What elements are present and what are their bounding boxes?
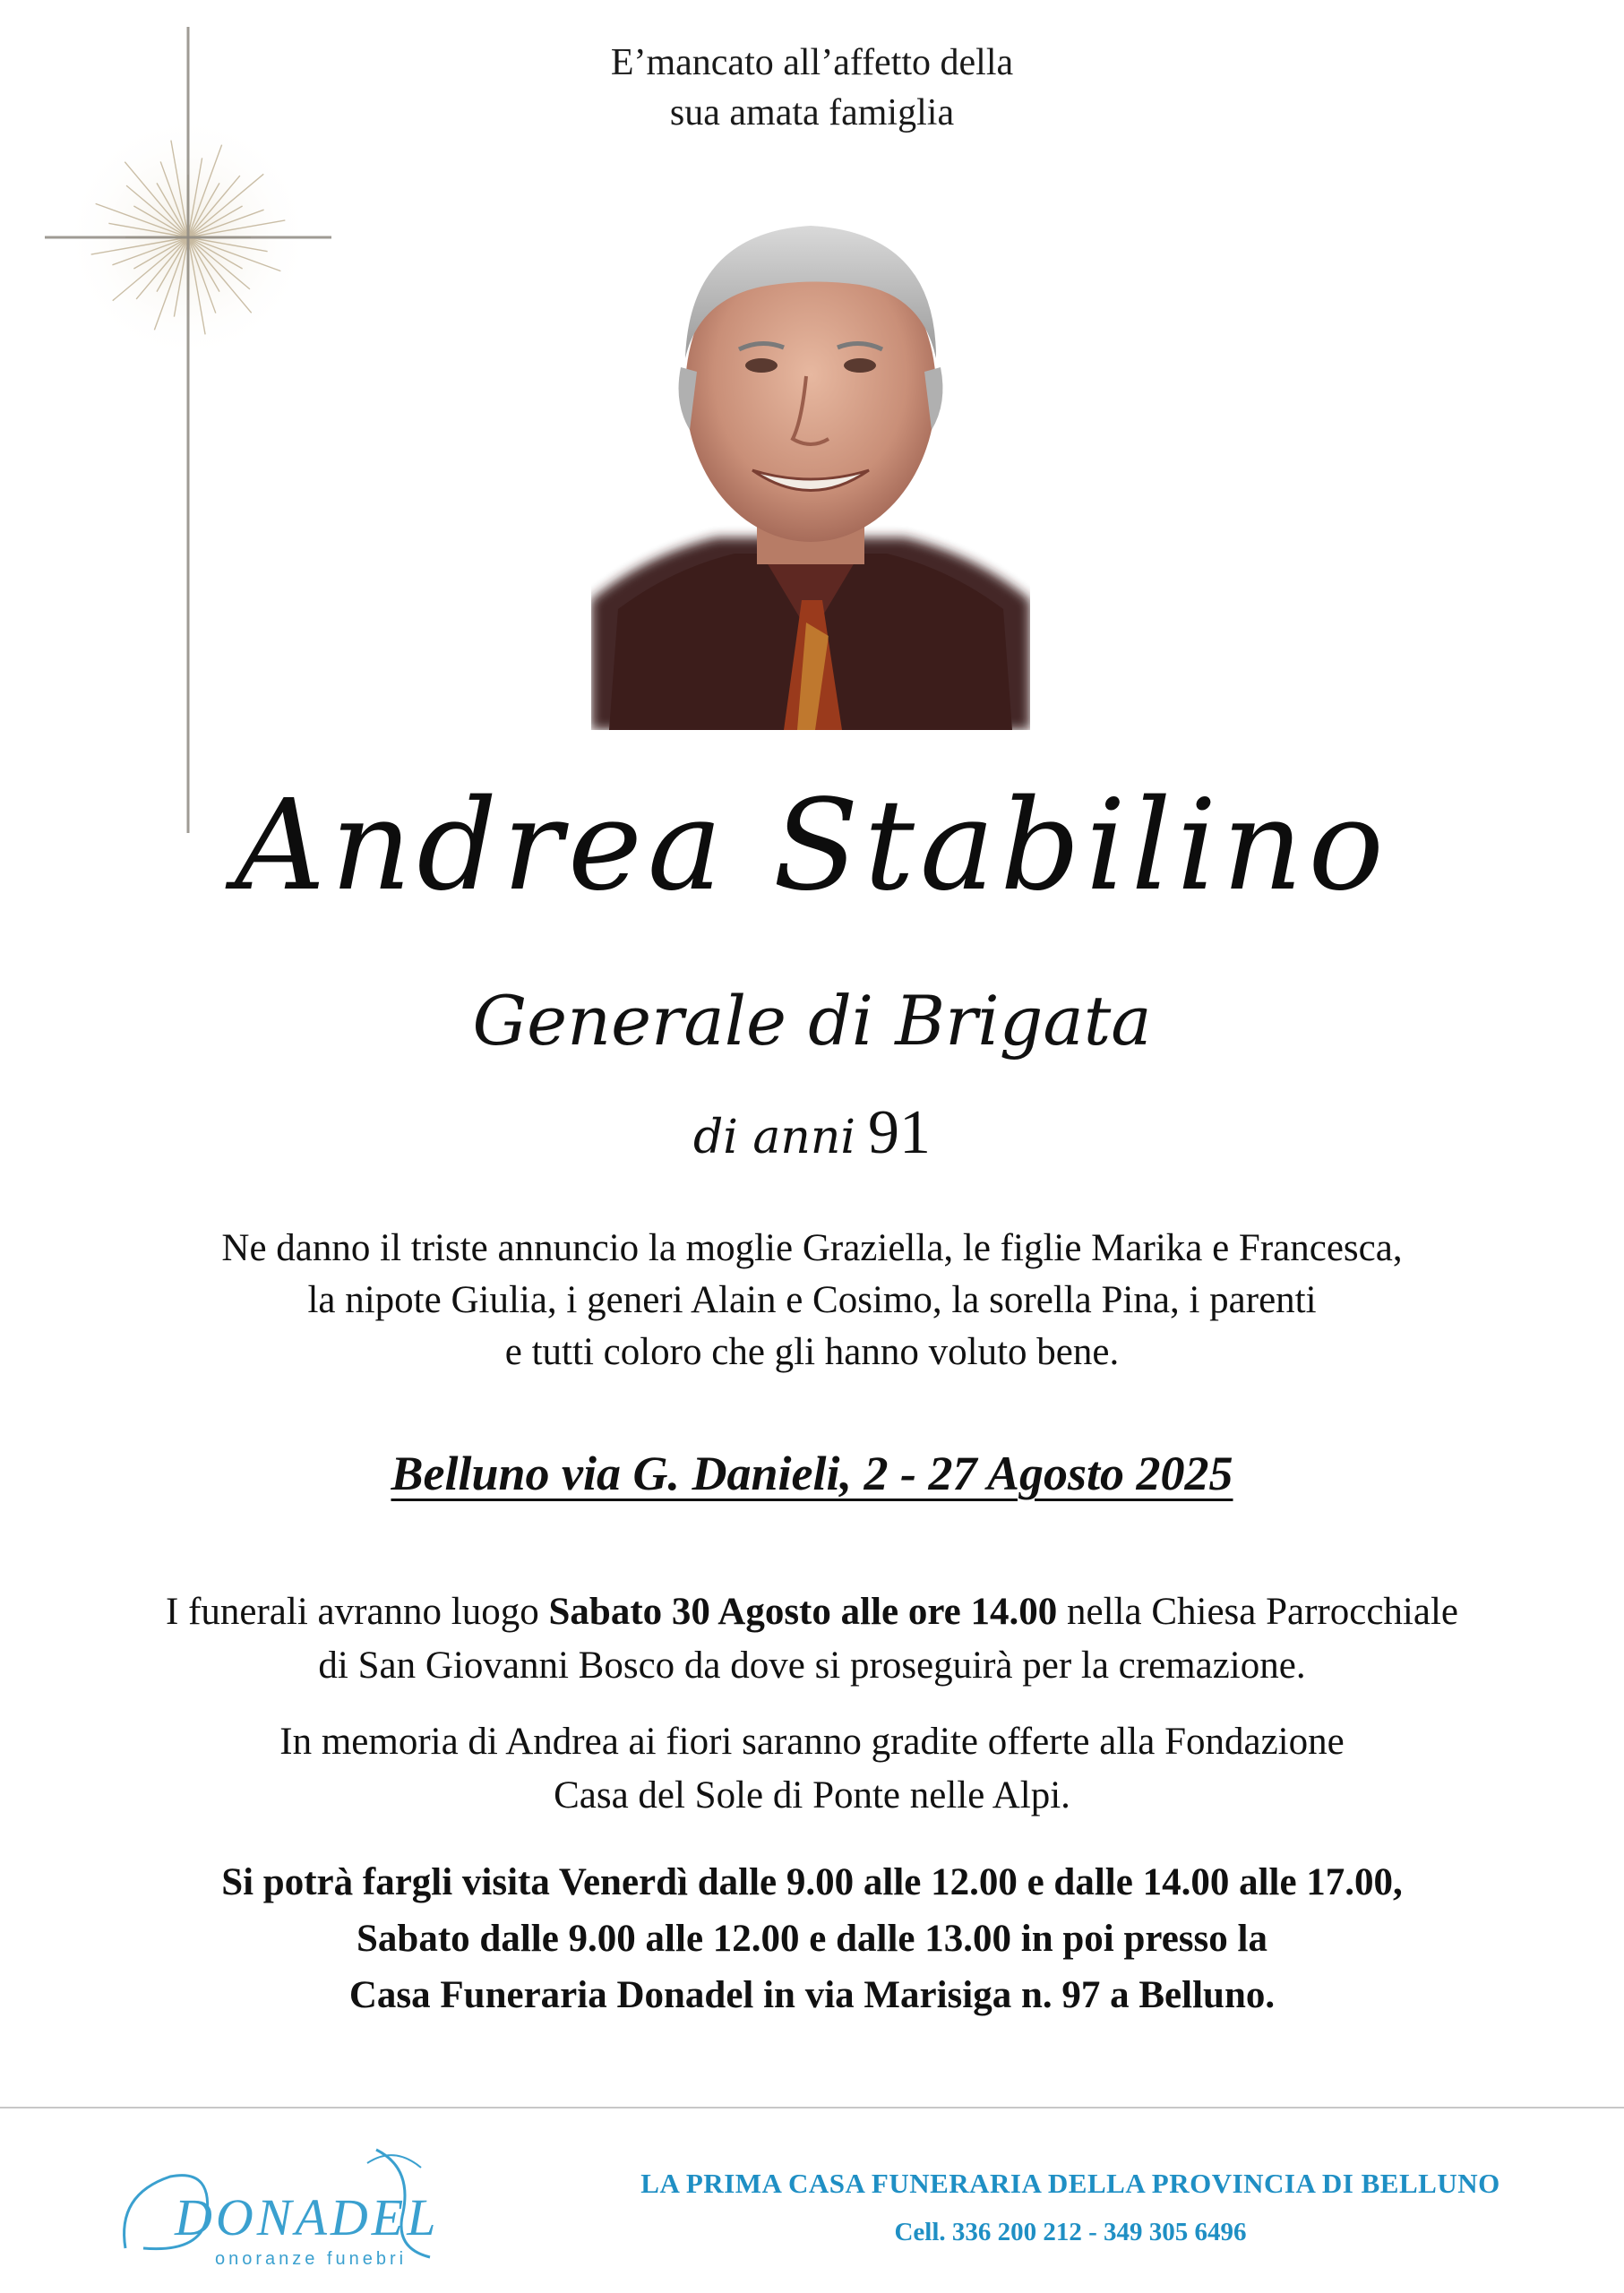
announcement-text	[0, 1223, 1624, 1378]
funeral-line-2: di San Giovanni Bosco da dove si proseguirà per la cremazione.	[318, 1645, 1306, 1687]
deceased-age	[0, 1097, 1624, 1173]
announcement-line-1: Ne danno il triste annuncio la moglie Graziella, le figlie Marika e Francesca,	[221, 1227, 1403, 1269]
place-date-heading	[0, 1442, 1624, 1505]
age-prefix: di anni	[692, 1111, 856, 1164]
funeral-prefix: I funerali avranno luogo	[166, 1591, 549, 1633]
visit-line-1: Si potrà fargli visita Venerdì dalle 9.00 alle 12.00 e dalle 14.00 alle 17.00,	[221, 1861, 1403, 1903]
memory-line-1: In memoria di Andrea ai fiori saranno gradite offerte alla Fondazione	[279, 1721, 1345, 1763]
announcement-line-2: la nipote Giulia, i generi Alain e Cosimo, la sorella Pina, i parenti	[307, 1279, 1317, 1321]
funeral-suffix: nella Chiesa Parrocchiale	[1057, 1591, 1458, 1633]
funeral-when: Sabato 30 Agosto alle ore 14.00	[548, 1591, 1058, 1633]
intro-text	[0, 38, 1624, 138]
announcement-line-3: e tutti coloro che gli hanno voluto bene.	[504, 1331, 1120, 1373]
age-value: 91	[868, 1098, 932, 1167]
intro-line-2: sua amata famiglia	[669, 92, 955, 133]
visit-line-3: Casa Funeraria Donadel in via Marisiga n. 97 a Belluno.	[348, 1974, 1276, 2016]
deceased-rank: Generale di Brigata	[472, 981, 1152, 1061]
funeral-line-1	[0, 1585, 1624, 1639]
visitation-info	[0, 1854, 1624, 2023]
intro-line-1: E’mancato all’affetto della	[610, 42, 1014, 83]
footer-tagline: LA PRIMA CASA FUNERARIA DELLA PROVINCIA DI BELLUNO	[640, 2168, 1500, 2199]
footer-divider	[0, 2107, 1624, 2108]
funeral-info	[0, 1585, 1624, 1693]
memory-line-2: Casa del Sole di Ponte nelle Alpi.	[554, 1774, 1070, 1816]
logo-wordmark: DONADEL	[175, 2188, 440, 2246]
deceased-name: Andrea Stabilino	[235, 773, 1389, 919]
footer-phone: Cell. 336 200 212 - 349 305 6496	[894, 2218, 1247, 2246]
logo-subtext: onoranze funebri	[215, 2249, 408, 2269]
memory-donation-text	[0, 1715, 1624, 1823]
visit-line-2: Sabato dalle 9.00 alle 12.00 e dalle 13.00 in poi presso la	[357, 1918, 1267, 1960]
place-date-text: Belluno via G. Danieli, 2 - 27 Agosto 2025	[391, 1447, 1233, 1500]
portrait-photo	[591, 215, 1030, 730]
radiant-cross-icon	[36, 27, 358, 833]
donadel-logo	[107, 2141, 484, 2275]
